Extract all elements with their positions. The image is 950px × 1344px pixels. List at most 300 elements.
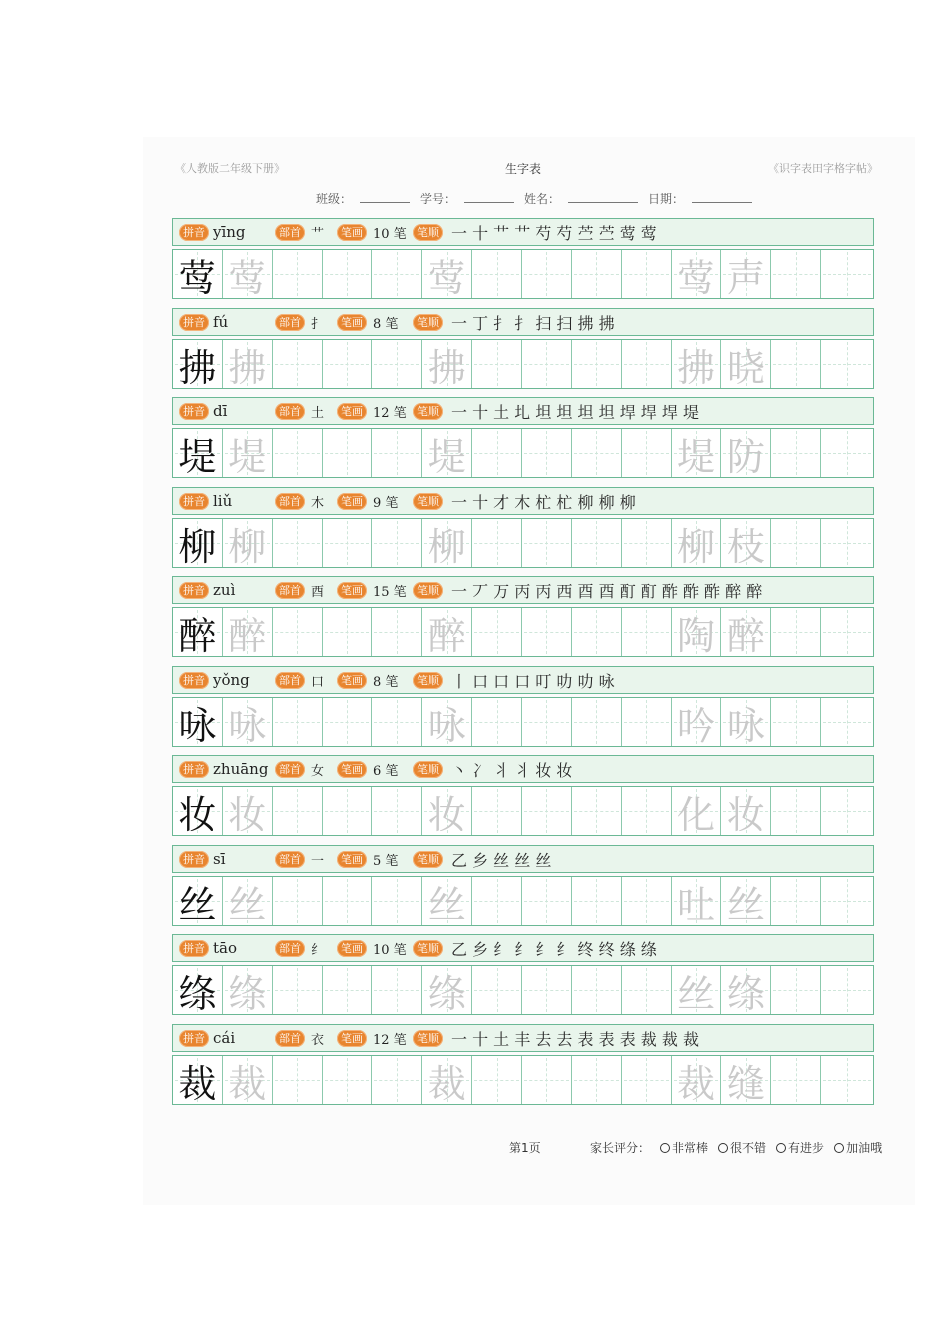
trace-character-cell[interactable] bbox=[223, 877, 273, 925]
date-blank[interactable] bbox=[692, 190, 752, 203]
radical-text: 衣 bbox=[311, 1032, 325, 1048]
practice-cell[interactable] bbox=[323, 698, 373, 746]
word-trace-cell[interactable] bbox=[672, 340, 722, 388]
rating-option[interactable]: 加油哦 bbox=[834, 1139, 882, 1156]
character-glyph: 醉 bbox=[427, 613, 466, 658]
practice-cell[interactable] bbox=[372, 698, 422, 746]
practice-cell[interactable] bbox=[273, 429, 323, 477]
practice-cell[interactable] bbox=[771, 250, 821, 298]
practice-cell[interactable] bbox=[522, 250, 572, 298]
character-block bbox=[172, 845, 876, 925]
practice-cell[interactable] bbox=[622, 429, 672, 477]
rating-option[interactable]: 很不错 bbox=[718, 1139, 766, 1156]
character-glyph: 丝 bbox=[178, 882, 217, 927]
character-glyph: 堤 bbox=[178, 434, 217, 479]
textbook-label: 《人教版二年级下册》 bbox=[175, 162, 285, 175]
rating-option[interactable]: 有进步 bbox=[776, 1139, 824, 1156]
tianzige-grid bbox=[172, 607, 874, 657]
character-glyph: 裁 bbox=[677, 1061, 716, 1106]
stroke-count: 8 笔 bbox=[373, 316, 399, 332]
character-glyph: 咏 bbox=[228, 703, 267, 748]
practice-cell[interactable] bbox=[572, 340, 622, 388]
model-character-cell bbox=[173, 519, 223, 567]
stroke-count: 15 笔 bbox=[373, 584, 407, 600]
strokes-tag: 笔画 bbox=[337, 851, 367, 868]
practice-cell[interactable] bbox=[372, 966, 422, 1014]
parent-rating bbox=[590, 1139, 882, 1156]
practice-cell[interactable] bbox=[771, 340, 821, 388]
character-glyph: 晓 bbox=[726, 345, 765, 390]
practice-cell[interactable] bbox=[323, 877, 373, 925]
radical-tag: 部首 bbox=[275, 582, 305, 599]
stroke-order-tag: 笔顺 bbox=[413, 493, 443, 510]
character-glyph: 裁 bbox=[228, 1061, 267, 1106]
practice-cell[interactable] bbox=[572, 519, 622, 567]
trace-character-cell[interactable] bbox=[422, 340, 472, 388]
pinyin-text: yīng bbox=[213, 223, 246, 241]
radical-text: 扌 bbox=[311, 316, 325, 332]
word-trace-cell[interactable] bbox=[672, 877, 722, 925]
practice-cell[interactable] bbox=[622, 519, 672, 567]
practice-cell[interactable] bbox=[522, 340, 572, 388]
practice-cell[interactable] bbox=[273, 519, 323, 567]
trace-character-cell[interactable] bbox=[422, 608, 472, 656]
practice-cell[interactable] bbox=[372, 1056, 422, 1104]
trace-character-cell[interactable] bbox=[223, 250, 273, 298]
radical-text: 一 bbox=[311, 853, 325, 869]
character-glyph: 柳 bbox=[427, 524, 466, 569]
character-info-bar bbox=[172, 576, 874, 604]
word-trace-cell[interactable] bbox=[721, 877, 771, 925]
stroke-count: 9 笔 bbox=[373, 495, 399, 511]
practice-cell[interactable] bbox=[472, 877, 522, 925]
practice-cell[interactable] bbox=[622, 250, 672, 298]
character-info-bar bbox=[172, 755, 874, 783]
word-trace-cell[interactable] bbox=[672, 698, 722, 746]
trace-character-cell[interactable] bbox=[223, 1056, 273, 1104]
stroke-count: 10 笔 bbox=[373, 226, 407, 242]
stroke-order-tag: 笔顺 bbox=[413, 582, 443, 599]
practice-cell[interactable] bbox=[821, 608, 873, 656]
word-trace-cell[interactable] bbox=[721, 1056, 771, 1104]
practice-cell[interactable] bbox=[821, 250, 873, 298]
word-trace-cell[interactable] bbox=[721, 429, 771, 477]
pinyin-tag: 拼音 bbox=[179, 940, 209, 957]
pinyin-tag: 拼音 bbox=[179, 224, 209, 241]
character-glyph: 咏 bbox=[427, 703, 466, 748]
practice-cell[interactable] bbox=[821, 787, 873, 835]
practice-cell[interactable] bbox=[323, 340, 373, 388]
practice-cell[interactable] bbox=[323, 1056, 373, 1104]
character-block bbox=[172, 934, 876, 1014]
stroke-order-tag: 笔顺 bbox=[413, 761, 443, 778]
word-trace-cell[interactable] bbox=[721, 787, 771, 835]
strokes-tag: 笔画 bbox=[337, 672, 367, 689]
trace-character-cell[interactable] bbox=[422, 877, 472, 925]
character-glyph: 妆 bbox=[726, 792, 765, 837]
tianzige-grid bbox=[172, 428, 874, 478]
class-label: 班级： bbox=[316, 192, 353, 206]
stroke-count: 12 笔 bbox=[373, 405, 407, 421]
strokes-tag: 笔画 bbox=[337, 403, 367, 420]
character-info-bar bbox=[172, 397, 874, 425]
character-glyph: 堤 bbox=[228, 434, 267, 479]
pinyin-text: zhuāng bbox=[213, 760, 269, 778]
character-glyph: 缝 bbox=[726, 1061, 765, 1106]
practice-cell[interactable] bbox=[323, 250, 373, 298]
pinyin-text: zuì bbox=[213, 581, 236, 599]
practice-cell[interactable] bbox=[821, 429, 873, 477]
stroke-order-sequence: 一 十 土 丰 去 去 表 表 表 裁 裁 裁 bbox=[451, 1029, 699, 1049]
word-trace-cell[interactable] bbox=[672, 519, 722, 567]
word-trace-cell[interactable] bbox=[721, 698, 771, 746]
page-number: 第1页 bbox=[509, 1141, 541, 1155]
practice-cell[interactable] bbox=[771, 1056, 821, 1104]
stroke-count: 5 笔 bbox=[373, 853, 399, 869]
rating-option[interactable]: 非常棒 bbox=[660, 1139, 708, 1156]
practice-cell[interactable] bbox=[771, 698, 821, 746]
character-glyph: 堤 bbox=[677, 434, 716, 479]
tianzige-grid bbox=[172, 697, 874, 747]
character-glyph: 莺 bbox=[228, 255, 267, 300]
practice-cell[interactable] bbox=[372, 429, 422, 477]
practice-cell[interactable] bbox=[622, 698, 672, 746]
practice-cell[interactable] bbox=[472, 1056, 522, 1104]
practice-cell[interactable] bbox=[771, 877, 821, 925]
radical-tag: 部首 bbox=[275, 940, 305, 957]
class-blank[interactable] bbox=[360, 190, 410, 203]
practice-cell[interactable] bbox=[323, 519, 373, 567]
pinyin-text: tāo bbox=[213, 939, 238, 957]
practice-cell[interactable] bbox=[273, 250, 323, 298]
pinyin-tag: 拼音 bbox=[179, 582, 209, 599]
practice-cell[interactable] bbox=[572, 698, 622, 746]
character-glyph: 醉 bbox=[178, 613, 217, 658]
pinyin-text: cái bbox=[213, 1029, 236, 1047]
character-glyph: 醉 bbox=[228, 613, 267, 658]
practice-cell[interactable] bbox=[572, 1056, 622, 1104]
radical-tag: 部首 bbox=[275, 314, 305, 331]
practice-cell[interactable] bbox=[372, 250, 422, 298]
practice-cell[interactable] bbox=[472, 608, 522, 656]
practice-cell[interactable] bbox=[372, 877, 422, 925]
stroke-order-tag: 笔顺 bbox=[413, 1030, 443, 1047]
word-trace-cell[interactable] bbox=[672, 608, 722, 656]
character-block bbox=[172, 308, 876, 388]
practice-cell[interactable] bbox=[572, 787, 622, 835]
stroke-count: 6 笔 bbox=[373, 763, 399, 779]
trace-character-cell[interactable] bbox=[422, 966, 472, 1014]
practice-cell[interactable] bbox=[771, 519, 821, 567]
character-glyph: 拂 bbox=[228, 345, 267, 390]
radical-text: 纟 bbox=[311, 942, 325, 958]
word-trace-cell[interactable] bbox=[721, 966, 771, 1014]
practice-cell[interactable] bbox=[622, 608, 672, 656]
trace-character-cell[interactable] bbox=[223, 787, 273, 835]
practice-cell[interactable] bbox=[522, 429, 572, 477]
character-glyph: 绦 bbox=[178, 971, 217, 1016]
stroke-order-sequence: 一 十 才 木 杧 杧 柳 柳 柳 bbox=[451, 492, 636, 512]
character-glyph: 柳 bbox=[228, 524, 267, 569]
page-title: 生字表 bbox=[505, 162, 542, 176]
character-info-bar bbox=[172, 934, 874, 962]
practice-cell[interactable] bbox=[472, 519, 522, 567]
practice-cell[interactable] bbox=[273, 1056, 323, 1104]
practice-cell[interactable] bbox=[472, 966, 522, 1014]
word-trace-cell[interactable] bbox=[721, 250, 771, 298]
practice-cell[interactable] bbox=[273, 787, 323, 835]
practice-cell[interactable] bbox=[273, 340, 323, 388]
practice-cell[interactable] bbox=[622, 966, 672, 1014]
name-blank[interactable] bbox=[568, 190, 638, 203]
pinyin-tag: 拼音 bbox=[179, 851, 209, 868]
radical-text: 艹 bbox=[311, 226, 325, 242]
practice-cell[interactable] bbox=[472, 698, 522, 746]
stroke-order-tag: 笔顺 bbox=[413, 672, 443, 689]
word-trace-cell[interactable] bbox=[721, 608, 771, 656]
character-glyph: 拂 bbox=[677, 345, 716, 390]
practice-cell[interactable] bbox=[372, 608, 422, 656]
word-trace-cell[interactable] bbox=[672, 966, 722, 1014]
stroke-order-tag: 笔顺 bbox=[413, 940, 443, 957]
character-glyph: 裁 bbox=[427, 1061, 466, 1106]
tianzige-grid bbox=[172, 876, 874, 926]
practice-cell[interactable] bbox=[323, 429, 373, 477]
stroke-count: 12 笔 bbox=[373, 1032, 407, 1048]
radical-text: 土 bbox=[311, 405, 325, 421]
pinyin-text: yǒng bbox=[213, 671, 250, 689]
practice-cell[interactable] bbox=[323, 966, 373, 1014]
practice-cell[interactable] bbox=[572, 966, 622, 1014]
strokes-tag: 笔画 bbox=[337, 224, 367, 241]
character-block bbox=[172, 666, 876, 746]
character-glyph: 莺 bbox=[677, 255, 716, 300]
stroke-order-sequence: 一 丆 万 丙 丙 西 酉 酉 酊 酊 酢 酢 酢 醉 醉 bbox=[451, 581, 763, 601]
pinyin-tag: 拼音 bbox=[179, 493, 209, 510]
strokes-tag: 笔画 bbox=[337, 1030, 367, 1047]
student-id-blank[interactable] bbox=[464, 190, 514, 203]
character-block bbox=[172, 218, 876, 298]
practice-cell[interactable] bbox=[622, 1056, 672, 1104]
character-glyph: 绦 bbox=[726, 971, 765, 1016]
word-trace-cell[interactable] bbox=[672, 1056, 722, 1104]
practice-cell[interactable] bbox=[522, 519, 572, 567]
character-glyph: 柳 bbox=[178, 524, 217, 569]
radical-tag: 部首 bbox=[275, 224, 305, 241]
stroke-order-tag: 笔顺 bbox=[413, 224, 443, 241]
model-character-cell bbox=[173, 340, 223, 388]
strokes-tag: 笔画 bbox=[337, 314, 367, 331]
stroke-order-tag: 笔顺 bbox=[413, 851, 443, 868]
character-info-bar bbox=[172, 218, 874, 246]
character-glyph: 柳 bbox=[677, 524, 716, 569]
character-glyph: 陶 bbox=[677, 613, 716, 658]
character-glyph: 化 bbox=[677, 792, 716, 837]
name-label: 姓名： bbox=[524, 192, 561, 206]
practice-cell[interactable] bbox=[821, 519, 873, 567]
rating-label: 家长评分： bbox=[590, 1141, 651, 1155]
stroke-order-sequence: 乙 乡 纟 纟 纟 纟 终 终 绦 绦 bbox=[451, 939, 657, 959]
practice-cell[interactable] bbox=[821, 340, 873, 388]
student-info-line bbox=[316, 190, 754, 207]
character-glyph: 防 bbox=[726, 434, 765, 479]
pinyin-tag: 拼音 bbox=[179, 672, 209, 689]
character-info-bar bbox=[172, 308, 874, 336]
character-glyph: 拂 bbox=[427, 345, 466, 390]
character-glyph: 妆 bbox=[427, 792, 466, 837]
stroke-order-sequence: 一 丁 扌 扌 扫 扫 拂 拂 bbox=[451, 313, 615, 333]
pinyin-text: dī bbox=[213, 402, 228, 420]
radical-text: 酉 bbox=[311, 584, 325, 600]
radical-text: 口 bbox=[311, 674, 325, 690]
character-glyph: 咏 bbox=[178, 703, 217, 748]
strokes-tag: 笔画 bbox=[337, 761, 367, 778]
character-glyph: 莺 bbox=[178, 255, 217, 300]
model-character-cell bbox=[173, 787, 223, 835]
stroke-count: 10 笔 bbox=[373, 942, 407, 958]
practice-cell[interactable] bbox=[572, 250, 622, 298]
date-label: 日期： bbox=[648, 192, 685, 206]
trace-character-cell[interactable] bbox=[223, 429, 273, 477]
practice-cell[interactable] bbox=[572, 429, 622, 477]
stroke-order-sequence: 丶 冫 丬 丬 妆 妆 bbox=[451, 760, 573, 780]
practice-cell[interactable] bbox=[522, 787, 572, 835]
practice-cell[interactable] bbox=[771, 966, 821, 1014]
model-character-cell bbox=[173, 608, 223, 656]
practice-cell[interactable] bbox=[572, 608, 622, 656]
practice-cell[interactable] bbox=[522, 608, 572, 656]
practice-cell[interactable] bbox=[273, 698, 323, 746]
character-glyph: 妆 bbox=[228, 792, 267, 837]
stroke-order-tag: 笔顺 bbox=[413, 314, 443, 331]
practice-cell[interactable] bbox=[821, 1056, 873, 1104]
character-glyph: 声 bbox=[726, 255, 765, 300]
practice-cell[interactable] bbox=[372, 787, 422, 835]
pinyin-tag: 拼音 bbox=[179, 403, 209, 420]
strokes-tag: 笔画 bbox=[337, 940, 367, 957]
practice-cell[interactable] bbox=[771, 787, 821, 835]
practice-cell[interactable] bbox=[622, 340, 672, 388]
trace-character-cell[interactable] bbox=[223, 519, 273, 567]
practice-cell[interactable] bbox=[771, 429, 821, 477]
tianzige-grid bbox=[172, 965, 874, 1015]
tianzige-grid bbox=[172, 786, 874, 836]
practice-cell[interactable] bbox=[472, 429, 522, 477]
character-glyph: 绦 bbox=[228, 971, 267, 1016]
trace-character-cell[interactable] bbox=[422, 429, 472, 477]
practice-cell[interactable] bbox=[273, 877, 323, 925]
word-trace-cell[interactable] bbox=[672, 787, 722, 835]
radical-tag: 部首 bbox=[275, 1030, 305, 1047]
practice-cell[interactable] bbox=[372, 519, 422, 567]
practice-cell[interactable] bbox=[522, 698, 572, 746]
character-info-bar bbox=[172, 845, 874, 873]
stroke-order-tag: 笔顺 bbox=[413, 403, 443, 420]
radical-text: 木 bbox=[311, 495, 325, 511]
strokes-tag: 笔画 bbox=[337, 582, 367, 599]
model-character-cell bbox=[173, 250, 223, 298]
practice-cell[interactable] bbox=[821, 966, 873, 1014]
practice-cell[interactable] bbox=[472, 250, 522, 298]
practice-cell[interactable] bbox=[273, 966, 323, 1014]
practice-cell[interactable] bbox=[323, 608, 373, 656]
character-info-bar bbox=[172, 487, 874, 515]
model-character-cell bbox=[173, 966, 223, 1014]
series-label: 《识字表田字格字帖》 bbox=[768, 162, 878, 175]
stroke-order-sequence: 乙 乡 丝 丝 丝 bbox=[451, 850, 552, 870]
pinyin-text: fú bbox=[213, 313, 229, 331]
radical-text: 女 bbox=[311, 763, 325, 779]
practice-cell[interactable] bbox=[622, 787, 672, 835]
character-block bbox=[172, 397, 876, 477]
radical-tag: 部首 bbox=[275, 761, 305, 778]
character-block bbox=[172, 755, 876, 835]
trace-character-cell[interactable] bbox=[223, 966, 273, 1014]
trace-character-cell[interactable] bbox=[422, 519, 472, 567]
pinyin-text: liǔ bbox=[213, 492, 233, 510]
trace-character-cell[interactable] bbox=[223, 608, 273, 656]
word-trace-cell[interactable] bbox=[721, 340, 771, 388]
character-glyph: 拂 bbox=[178, 345, 217, 390]
model-character-cell bbox=[173, 429, 223, 477]
radical-tag: 部首 bbox=[275, 672, 305, 689]
character-glyph: 醉 bbox=[726, 613, 765, 658]
practice-cell[interactable] bbox=[622, 877, 672, 925]
stroke-order-sequence: 一 十 艹 艹 芍 芍 苎 苎 莺 莺 bbox=[451, 223, 657, 243]
tianzige-grid bbox=[172, 339, 874, 389]
practice-cell[interactable] bbox=[472, 340, 522, 388]
stroke-count: 8 笔 bbox=[373, 674, 399, 690]
practice-cell[interactable] bbox=[771, 608, 821, 656]
character-glyph: 丝 bbox=[726, 882, 765, 927]
character-glyph: 绦 bbox=[427, 971, 466, 1016]
trace-character-cell[interactable] bbox=[422, 1056, 472, 1104]
word-trace-cell[interactable] bbox=[672, 250, 722, 298]
character-block bbox=[172, 487, 876, 567]
character-glyph: 吐 bbox=[677, 882, 716, 927]
word-trace-cell[interactable] bbox=[721, 519, 771, 567]
practice-cell[interactable] bbox=[273, 608, 323, 656]
practice-cell[interactable] bbox=[522, 966, 572, 1014]
pinyin-tag: 拼音 bbox=[179, 761, 209, 778]
practice-cell[interactable] bbox=[522, 877, 572, 925]
practice-cell[interactable] bbox=[572, 877, 622, 925]
character-glyph: 莺 bbox=[427, 255, 466, 300]
trace-character-cell[interactable] bbox=[223, 698, 273, 746]
pinyin-tag: 拼音 bbox=[179, 314, 209, 331]
character-block bbox=[172, 576, 876, 656]
character-glyph: 堤 bbox=[427, 434, 466, 479]
character-glyph: 妆 bbox=[178, 792, 217, 837]
character-glyph: 丝 bbox=[677, 971, 716, 1016]
practice-cell[interactable] bbox=[821, 698, 873, 746]
character-block bbox=[172, 1024, 876, 1104]
trace-character-cell[interactable] bbox=[422, 698, 472, 746]
practice-cell[interactable] bbox=[472, 787, 522, 835]
pinyin-tag: 拼音 bbox=[179, 1030, 209, 1047]
trace-character-cell[interactable] bbox=[422, 250, 472, 298]
trace-character-cell[interactable] bbox=[422, 787, 472, 835]
practice-cell[interactable] bbox=[821, 877, 873, 925]
practice-cell[interactable] bbox=[323, 787, 373, 835]
practice-cell[interactable] bbox=[522, 1056, 572, 1104]
trace-character-cell[interactable] bbox=[223, 340, 273, 388]
model-character-cell bbox=[173, 877, 223, 925]
model-character-cell bbox=[173, 1056, 223, 1104]
word-trace-cell[interactable] bbox=[672, 429, 722, 477]
model-character-cell bbox=[173, 698, 223, 746]
practice-cell[interactable] bbox=[372, 340, 422, 388]
